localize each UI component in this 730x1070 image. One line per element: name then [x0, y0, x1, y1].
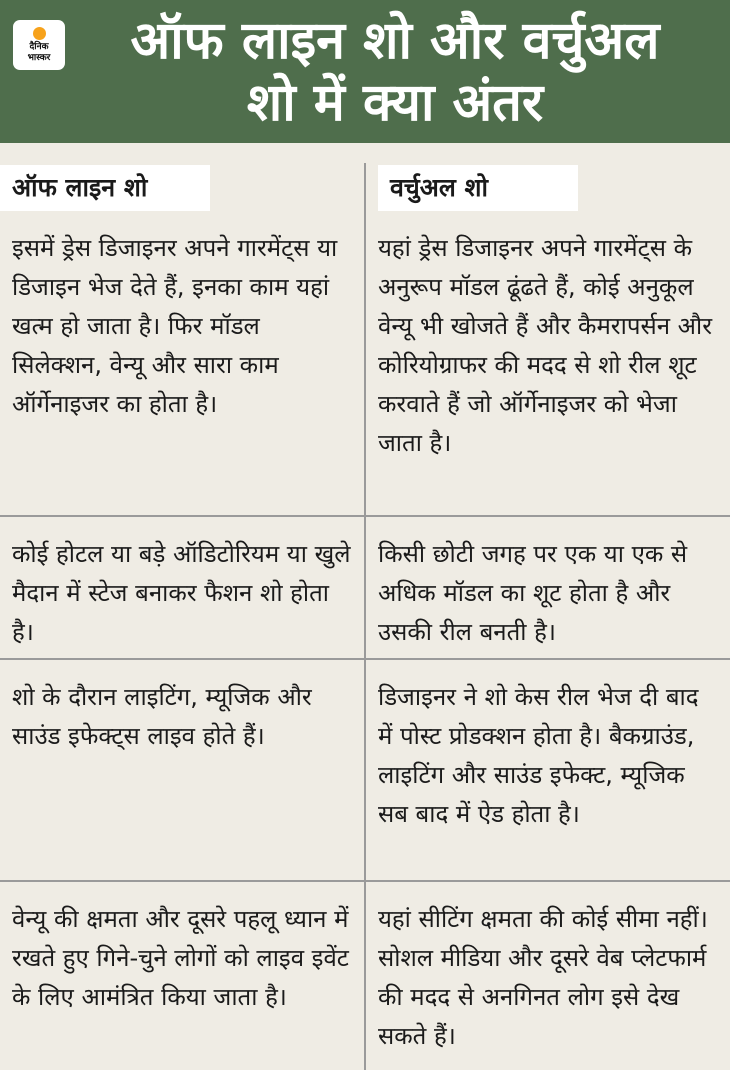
- offline-cell-row-4: वेन्यू की क्षमता और दूसरे पहलू ध्यान में रखते हुए गिने-चुने लोगों को लाइव इवेंट के लिए आमंत्रित किया जाता है।: [12, 905, 349, 1011]
- page-title: [70, 10, 720, 134]
- comparison-table: [0, 143, 730, 1070]
- virtual-cell-row-3: डिजाइनर ने शो केस रील भेज दी बाद में पोस्ट प्रोडक्शन होता है। बैकग्राउंड, लाइटिंग और साउंड इफेक्ट, म्यूजिक सब बाद में ऐड होता है।: [378, 683, 699, 828]
- dainik-bhaskar-logo: [13, 20, 65, 70]
- offline-cell-row-3: शो के दौरान लाइटिंग, म्यूजिक और साउंड इफेक्ट्स लाइव होते हैं।: [12, 683, 312, 750]
- virtual-cell-row-2: किसी छोटी जगह पर एक या एक से अधिक मॉडल का शूट होता है और उसकी रील बनती है।: [378, 540, 688, 646]
- logo-text-line2: भास्कर: [27, 53, 51, 63]
- title-line-2: शो में क्या अंतर: [246, 73, 544, 133]
- row-divider-3: [0, 880, 730, 882]
- virtual-cell-row-4: यहां सीटिंग क्षमता की कोई सीमा नहीं। सोशल मीडिया और दूसरे वेब प्लेटफार्म की मदद से अनगिनत लोग इसे देख सकते हैं।: [378, 905, 708, 1050]
- title-line-1: ऑफ लाइन शो और वर्चुअल: [130, 11, 660, 71]
- row-divider-2: [0, 658, 730, 660]
- logo-text-line1: दैनिक: [29, 42, 49, 52]
- header-banner: [0, 0, 730, 143]
- virtual-cell-row-1: यहां ड्रेस डिजाइनर अपने गारमेंट्स के अनुरूप मॉडल ढूंढते हैं, कोई अनुकूल वेन्यू भी खोजते हैं और कैमरापर्सन और कोरियोग्राफर की मदद से शो रील शूट करवाते हैं जो ऑर्गेनाइजर को भेजा जाता है।: [378, 234, 713, 457]
- offline-cell-row-1: इसमें ड्रेस डिजाइनर अपने गारमेंट्स या डिजाइन भेज देते हैं, इनका काम यहां खत्म हो जाता है। फिर मॉडल सिलेक्शन, वेन्यू और सारा काम ऑर्गेनाइजर का होता है।: [12, 234, 338, 418]
- row-divider-1: [0, 515, 730, 517]
- column-header-virtual: वर्चुअल शो: [378, 165, 578, 211]
- sun-dot-icon: [33, 27, 46, 40]
- offline-cell-row-2: कोई होटल या बड़े ऑडिटोरियम या खुले मैदान में स्टेज बनाकर फैशन शो होता है।: [12, 540, 351, 646]
- column-header-offline: ऑफ लाइन शो: [0, 165, 210, 211]
